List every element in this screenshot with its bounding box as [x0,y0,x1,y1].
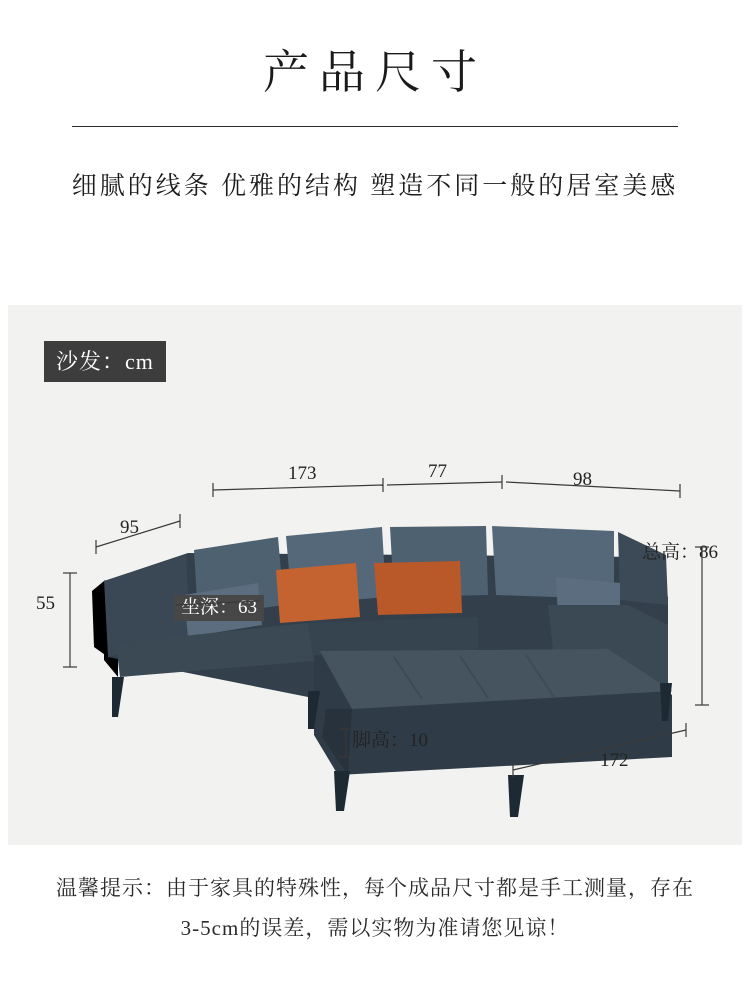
dim-label-seg1: 173 [288,463,317,484]
disclaimer-line-2: 3-5cm的误差，需以实物为准请您见谅！ [180,916,570,940]
disclaimer-note [0,868,750,948]
dim-label-seg3: 98 [573,469,592,490]
page-title: 产品尺寸 [263,47,487,98]
dimension-lines [8,305,742,845]
dim-label-seatdepth: 坐深：63 [174,592,264,619]
dim-label-totalheight: 总高：86 [642,542,719,563]
title-divider [72,126,678,127]
dim-label-armdepth: 95 [120,517,139,538]
unit-label-chip: 沙发：cm [44,341,166,382]
dim-label-legheight: 脚高：10 [352,730,429,751]
dim-label-seg2: 77 [428,461,447,482]
disclaimer-line-1: 温馨提示：由于家具的特殊性，每个成品尺寸都是手工测量，存在 [56,876,694,900]
sofa-dimension-panel [8,305,742,845]
page-subtitle: 细腻的线条 优雅的结构 塑造不同一般的居室美感 [71,173,679,200]
dim-label-chaise: 172 [600,750,629,771]
dim-label-seatheight: 55 [36,593,55,614]
